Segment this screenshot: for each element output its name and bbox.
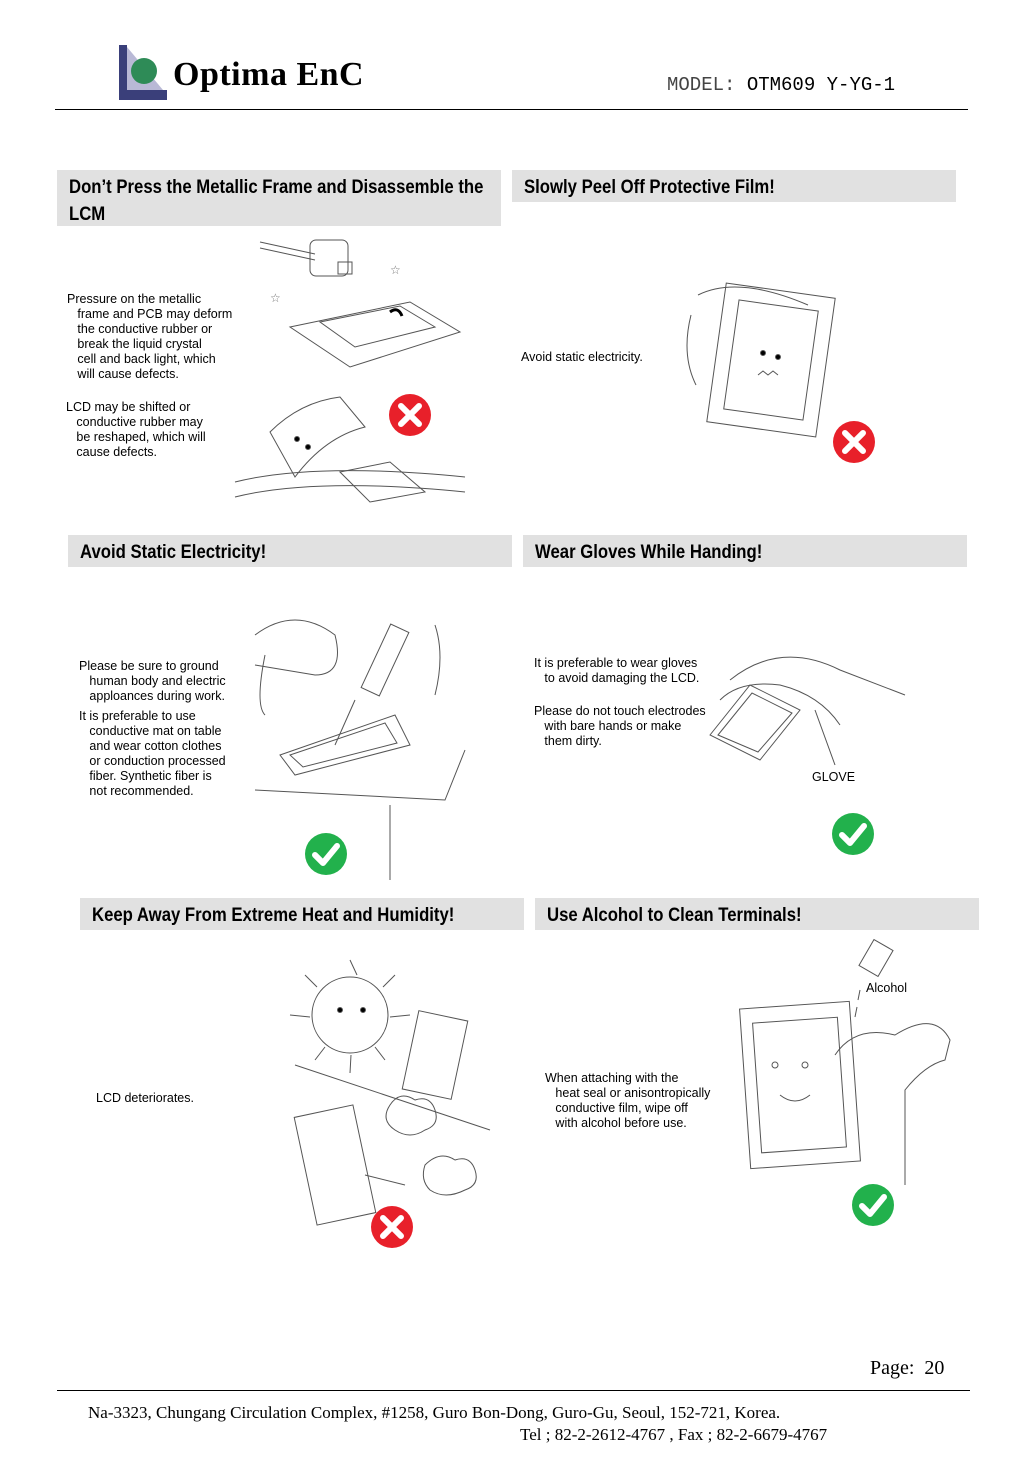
section-title: Wear Gloves While Handing!	[535, 542, 763, 563]
section-heading-press-frame	[57, 170, 501, 226]
model-value: OTM609 Y-YG-1	[746, 74, 896, 96]
footer-rule	[57, 1390, 970, 1391]
note-electrodes: Please do not touch electrodes with bare hands or make them dirty.	[534, 704, 706, 748]
header-rule	[55, 109, 968, 110]
section-title: Slowly Peel Off Protective Film!	[524, 177, 775, 198]
check-icon	[304, 832, 348, 876]
footer-address: Na-3323, Chungang Circulation Complex, #1258, Guro Bon-Dong, Guro-Gu, Seoul, 152-721, Korea.	[88, 1403, 781, 1422]
section-heading-heat	[80, 898, 524, 930]
note-pressure: Pressure on the metallic frame and PCB may deform the conductive rubber or break the liquid crystal cell and back light, which will cause defects.	[67, 292, 233, 381]
page-number: Page: 20	[870, 1357, 945, 1379]
check-icon	[851, 1183, 895, 1227]
footer-contact: Tel ; 82-2-2612-4767 , Fax ; 82-2-6679-4767	[520, 1425, 828, 1444]
section-heading-peel-film	[512, 170, 956, 202]
glove-label: GLOVE	[812, 770, 856, 784]
model-line	[667, 74, 895, 96]
svg-text:☆: ☆	[390, 263, 401, 277]
svg-text:☆: ☆	[270, 291, 281, 305]
note-deteriorates: LCD deteriorates.	[96, 1091, 194, 1105]
bent-lcd-illustration	[230, 392, 470, 512]
alcohol-wipe-illustration	[735, 935, 955, 1170]
note-conductive-mat: It is preferable to use conductive mat on table and wear cotton clothes or conduction processed fiber. Synthetic fiber is not recommended.	[79, 709, 226, 798]
section-heading-gloves	[523, 535, 967, 567]
model-label: MODEL:	[667, 74, 736, 96]
company-logo	[117, 45, 169, 100]
company-name: Optima EnC	[173, 56, 365, 93]
gloved-hand-illustration	[700, 640, 910, 780]
section-title: Keep Away From Extreme Heat and Humidity!	[92, 905, 455, 926]
alcohol-label: Alcohol	[866, 981, 907, 995]
section-title: Don’t Press the Metallic Frame and Disassemble the LCM	[69, 177, 484, 225]
check-icon	[831, 812, 875, 856]
soldering-iron-illustration	[235, 605, 465, 880]
cross-icon	[388, 393, 432, 437]
note-peel-static: Avoid static electricity.	[521, 350, 643, 364]
section-title: Avoid Static Electricity!	[80, 542, 267, 563]
peel-film-illustration	[686, 275, 836, 435]
heat-humidity-illustration	[285, 955, 495, 1235]
note-wear-gloves: It is preferable to wear gloves to avoid damaging the LCD.	[534, 656, 700, 685]
note-wipe-alcohol: When attaching with the heat seal or anisontropically conductive film, wipe off with alcohol before use.	[545, 1071, 711, 1130]
section-title: Use Alcohol to Clean Terminals!	[547, 905, 802, 926]
section-heading-alcohol	[535, 898, 979, 930]
cross-icon	[832, 420, 876, 464]
section-heading-static	[68, 535, 512, 567]
note-shifted: LCD may be shifted or conductive rubber may be reshaped, which will cause defects.	[66, 400, 206, 459]
note-ground: Please be sure to ground human body and electric apploances during work.	[79, 659, 226, 703]
cross-icon	[370, 1205, 414, 1249]
hammer-on-lcm-illustration	[230, 232, 470, 382]
